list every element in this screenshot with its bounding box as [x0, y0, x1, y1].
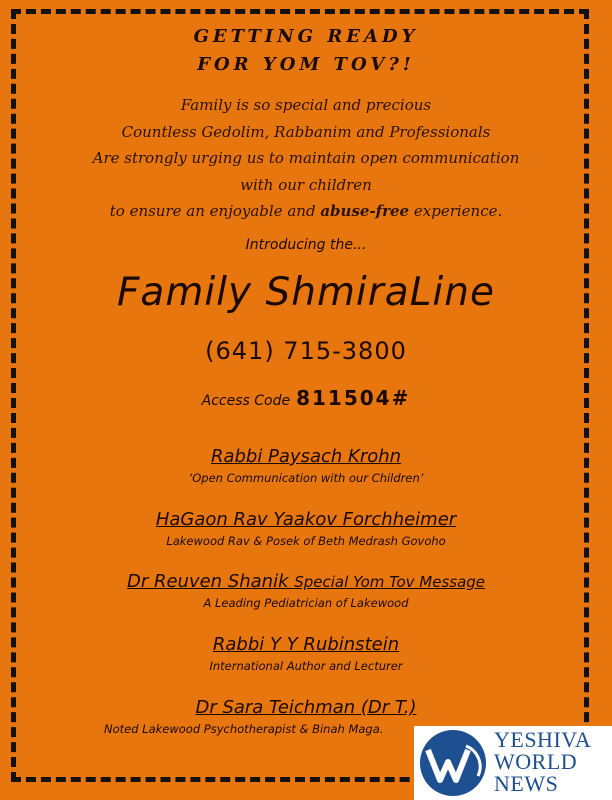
speaker-entry: [0, 446, 612, 485]
yeshiva-world-news-logo: [414, 726, 612, 800]
brand-title: Family ShmiraLine: [117, 270, 495, 315]
ywn-logo-icon: [418, 728, 488, 798]
logo-wordmark: [494, 729, 591, 795]
speaker-name: Rabbi Paysach Krohn: [210, 446, 402, 467]
speaker-name: Rabbi Y Y Rubinstein: [212, 634, 400, 655]
speaker-description: ‘Open Communication with our Children’: [188, 471, 424, 485]
speaker-entry: [0, 634, 612, 673]
speaker-description: Noted Lakewood Psychotherapist & Binah Maga.: [104, 722, 384, 736]
introducing-label: Introducing the...: [245, 237, 367, 253]
intro-paragraph: [0, 92, 612, 225]
intro-line-5: [0, 198, 612, 225]
speaker-name: Dr Reuven Shanik: [126, 571, 289, 592]
intro-line-3: Are strongly urging us to maintain open communication: [92, 149, 520, 167]
speaker-name-row: [0, 571, 612, 592]
speaker-note: Special Yom Tov Message: [294, 573, 486, 591]
logo-line-1: YESHIVA: [494, 727, 592, 752]
intro-line-2: Countless Gedolim, Rabbanim and Professionals: [121, 122, 491, 141]
speaker-entry: [0, 509, 612, 548]
speaker-name: Dr Sara Teichman (Dr T.): [195, 697, 417, 718]
intro-line-1: Family is so special and precious: [180, 96, 432, 114]
speaker-name: HaGaon Rav Yaakov Forchheimer: [155, 509, 457, 530]
logo-line-3: NEWS: [494, 771, 559, 796]
headline-line-2: FOR YOM TOV?!: [197, 54, 415, 75]
access-code-row: [0, 386, 612, 410]
phone-number: (641) 715-3800: [205, 337, 407, 365]
intro-line-4: with our children: [240, 175, 372, 194]
speaker-description: Lakewood Rav & Posek of Beth Medrash Govoho: [166, 534, 446, 548]
speaker-description: A Leading Pediatrician of Lakewood: [203, 596, 409, 610]
intro-line-5-end: experience.: [409, 202, 503, 220]
headline-line-1: GETTING READY: [193, 26, 419, 47]
intro-abuse-free: abuse-free: [320, 202, 410, 220]
speaker-description: International Author and Lecturer: [209, 659, 403, 673]
access-code-value: 811504#: [296, 386, 411, 410]
logo-line-2: WORLD: [494, 749, 578, 774]
intro-line-5-start: to ensure an enjoyable and: [109, 202, 321, 220]
access-code-label: Access Code: [201, 393, 291, 409]
speaker-entry: [0, 571, 612, 610]
